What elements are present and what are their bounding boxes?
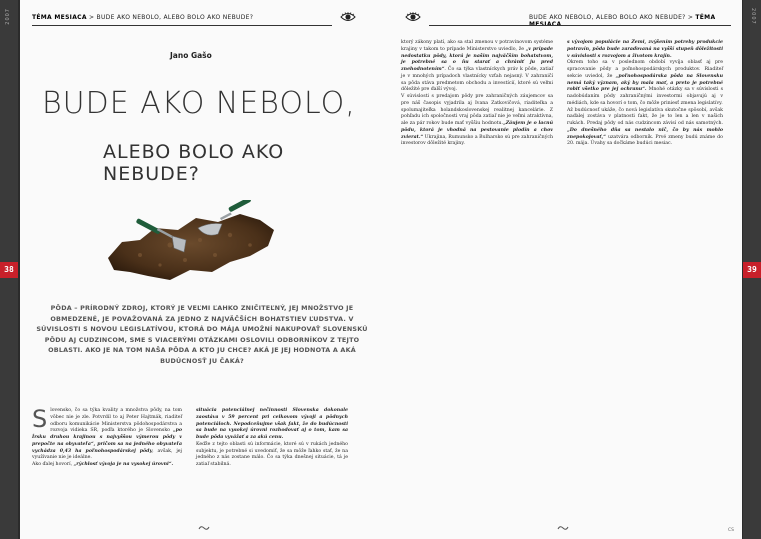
left-column-2: [196, 408, 348, 469]
right-column-1: [401, 40, 553, 148]
body-text: ktorý zákony platí, ako sa stal zmenou v potravinovom systéme krajiny v takom to prípade Ministerstvo uviedlo, že: [401, 40, 553, 52]
body-text: lovensko, čo sa týka kvality a množstva pôdy, na tom vôbec nie je zle. Potvrdil to aj Peter Hajtmák, riaditeľ odboru komunikácie Ministerstva pôdohospodárstva a rozvoja vidieka SR, podľa ktorého je Slovensko: [50, 408, 182, 434]
body-quote: „v prípade nedostatku pôdy, ktorá je naším najväčším bohatstvom, je potrebné sa o ňu starať a chrániť ju pred znehodnotením“: [401, 46, 553, 72]
body-quote: „po Írsku druhou krajinou s najvyššou výmerou pôdy v prepočte na obyvateľa“, pričom sa na jedného obyvateľa vychádza 0,43 ha poľnohospodárskej pôdy: [32, 428, 182, 454]
header-rule: [429, 25, 731, 26]
ornament-icon: [198, 525, 210, 532]
body-quote: „rýchlosť vývoja je na vysokej úrovni“.: [73, 462, 174, 467]
right-column-2: [567, 40, 723, 148]
body-quote: „Záujem je o lacnú pôdu, ktorá je vhodná na pestovanie plodín a chov zvierat.“: [401, 121, 553, 140]
article-title-line2: ALEBO BOLO AKO NEBUDE?: [103, 141, 285, 185]
body-text: Až budúcnosť ukáže, čo nová legislatíva skutočne spôsobí, avšak naďalej zostáva v platnosti fakt, že je to len a len v našich rukách. Predaj pôdy od nás cudzincom závisí od nás samotných.: [567, 107, 723, 126]
body-text: Ukrajina, Rumunsko a Bulharsko sú pre zahraničných investorov dôležité krajiny.: [401, 134, 553, 147]
running-head-section: TÉMA: [695, 14, 716, 21]
body-quote: s vývojom populácie na Zemi, zvýšením potreby produkcie potravín, pôda bude zaraďovaná na vyšší stupeň dôležitosti v súvislosti s rozvojom a životom krajín.: [567, 40, 723, 59]
article-lead: PÔDA – PRÍRODNÝ ZDROJ, KTORÝ JE VEĽMI ĽAHKO ZNIČITEĽNÝ, JEJ MNOŽSTVO JE OBMEDZENÉ, JE POVAŽOVANÁ ZA JEDNO Z NAJVÄČŠÍCH BOHATSTIEV ĽUDSTVA. V SÚVISLOSTI S NOVOU LEGISLATÍVOU, KTORÁ DO MÁJA UMOŽNÍ NAKUPOVAŤ SLOVENSKÚ PÔDU AJ CUDZINCOM, SME S VIACERÝMI OTÁZKAMI OSLOVILI ODBORNÍKOV Z TEJTO OBLASTI. AKO JE NA TOM NAŠA PÔDA A KTO JU CHCE? AKÁ JE JEJ HODNOTA A AKÁ BUDÚCNOSŤ JU ČAKÁ?: [36, 304, 368, 365]
left-column-1: [32, 405, 182, 469]
running-head-title: > BUDE AKO NEBOLO, ALEBO BOLO AKO NEBUDE?: [86, 14, 254, 21]
year-label-left: 2007: [5, 8, 11, 25]
ornament-icon: [557, 525, 569, 532]
author-name: Jano Gašo: [170, 51, 212, 60]
body-quote: „Do dnešného dňa sa nestalo nič, čo by nás mohlo znepokojovať,“: [567, 127, 723, 140]
body-text: , avšak, jej využívanie nie je ideálne.: [32, 448, 182, 461]
body-text: Mnohé otázky sa v súvislosti s nadobúdaním pôdy zahraničnými investormi objavujú aj v médiách, kde sa hovorí o tom, čo môže priniesť zmena legislatívy.: [567, 87, 723, 106]
eye-icon: [405, 12, 421, 22]
body-text: Okrem toho sa v poslednom období vyvíja oblasť aj pre spracovanie pôdy a poľnohospodárskych produktov. Riaditeľ sekcie uviedol, že: [567, 60, 723, 79]
running-head-section: TÉMA MESIACA: [32, 14, 87, 21]
running-head-title: BUDE AKO NEBOLO, ALEBO BOLO AKO NEBUDE? >: [529, 14, 696, 21]
page-number-left: 38: [0, 262, 18, 278]
body-text: Ako ďalej hovorí,: [32, 462, 74, 467]
running-head-left: [32, 14, 253, 21]
right-page: [381, 0, 742, 539]
body-text: V súvislosti s predajom pôdy pre zahraničných záujemcov sa pre náš časopis vyjadrila aj Ivana Zatkovičová, riaditeľka a spolumajiteľka holandskoslovenskej realitnej kancelárie. Z pohľadu ich spoločnosti vraj pôda zatiaľ nie je veľmi atraktívna, ale za pár rokov bude mať vyššiu hodnotu.: [401, 94, 553, 126]
left-page-edge: [0, 0, 18, 539]
drop-cap: S: [32, 405, 48, 433]
year-label-right: 2007: [750, 8, 756, 25]
soil-map-illustration: [100, 200, 280, 295]
body-text: Keďže z tejto oblasti sú informácie, ktoré sú v rukách jedného subjektu, je potrebné si uvedomiť, že sa môže ľahko stať, že na jedného z nás zostane málo. Čo sa týka dnešnej situácie, tá je zatiaľ stabilná.: [196, 441, 348, 467]
footer-mark: CS: [728, 528, 734, 533]
body-quote: „poľnohospodárska pôda na Slovensku nemá taký význam, aký by mala mať, a preto je potrebné robiť všetko pre jej ochranu“.: [567, 73, 723, 93]
page-number-right: 39: [743, 262, 761, 278]
body-text: uzatvára odborník. Prvé zmeny budú známe do 20. mája. Úvahy sa dočkáme budúci mesiac.: [567, 134, 723, 147]
eye-icon: [340, 12, 356, 22]
body-text: . Čo sa týka vlastníckych práv k pôde, zatiaľ je v mnohých prípadoch vlastnícky vzťah nejasný. V zahraničí sa pôda stáva predmetom obchodu a investícií, ktoré sú veľmi dôležité pre ďalší vývoj.: [401, 67, 553, 93]
left-page: [20, 0, 381, 539]
header-rule: [32, 25, 332, 26]
article-title-line1: BUDE AKO NEBOLO,: [42, 86, 356, 121]
right-page-edge: [743, 0, 761, 539]
body-quote: situácia potenciálnej nečinnosti Slovenska dokonale zaostáva v 59 percent pri celkovom vývoji a pôdnych potenciáloch. Nepodceňujme však fakt, že do budúcnosti sa bude na vysokej úrovni rozhodovať aj o tom, kam sa bude pôda vyvážať a za akú cenu.: [196, 408, 348, 440]
